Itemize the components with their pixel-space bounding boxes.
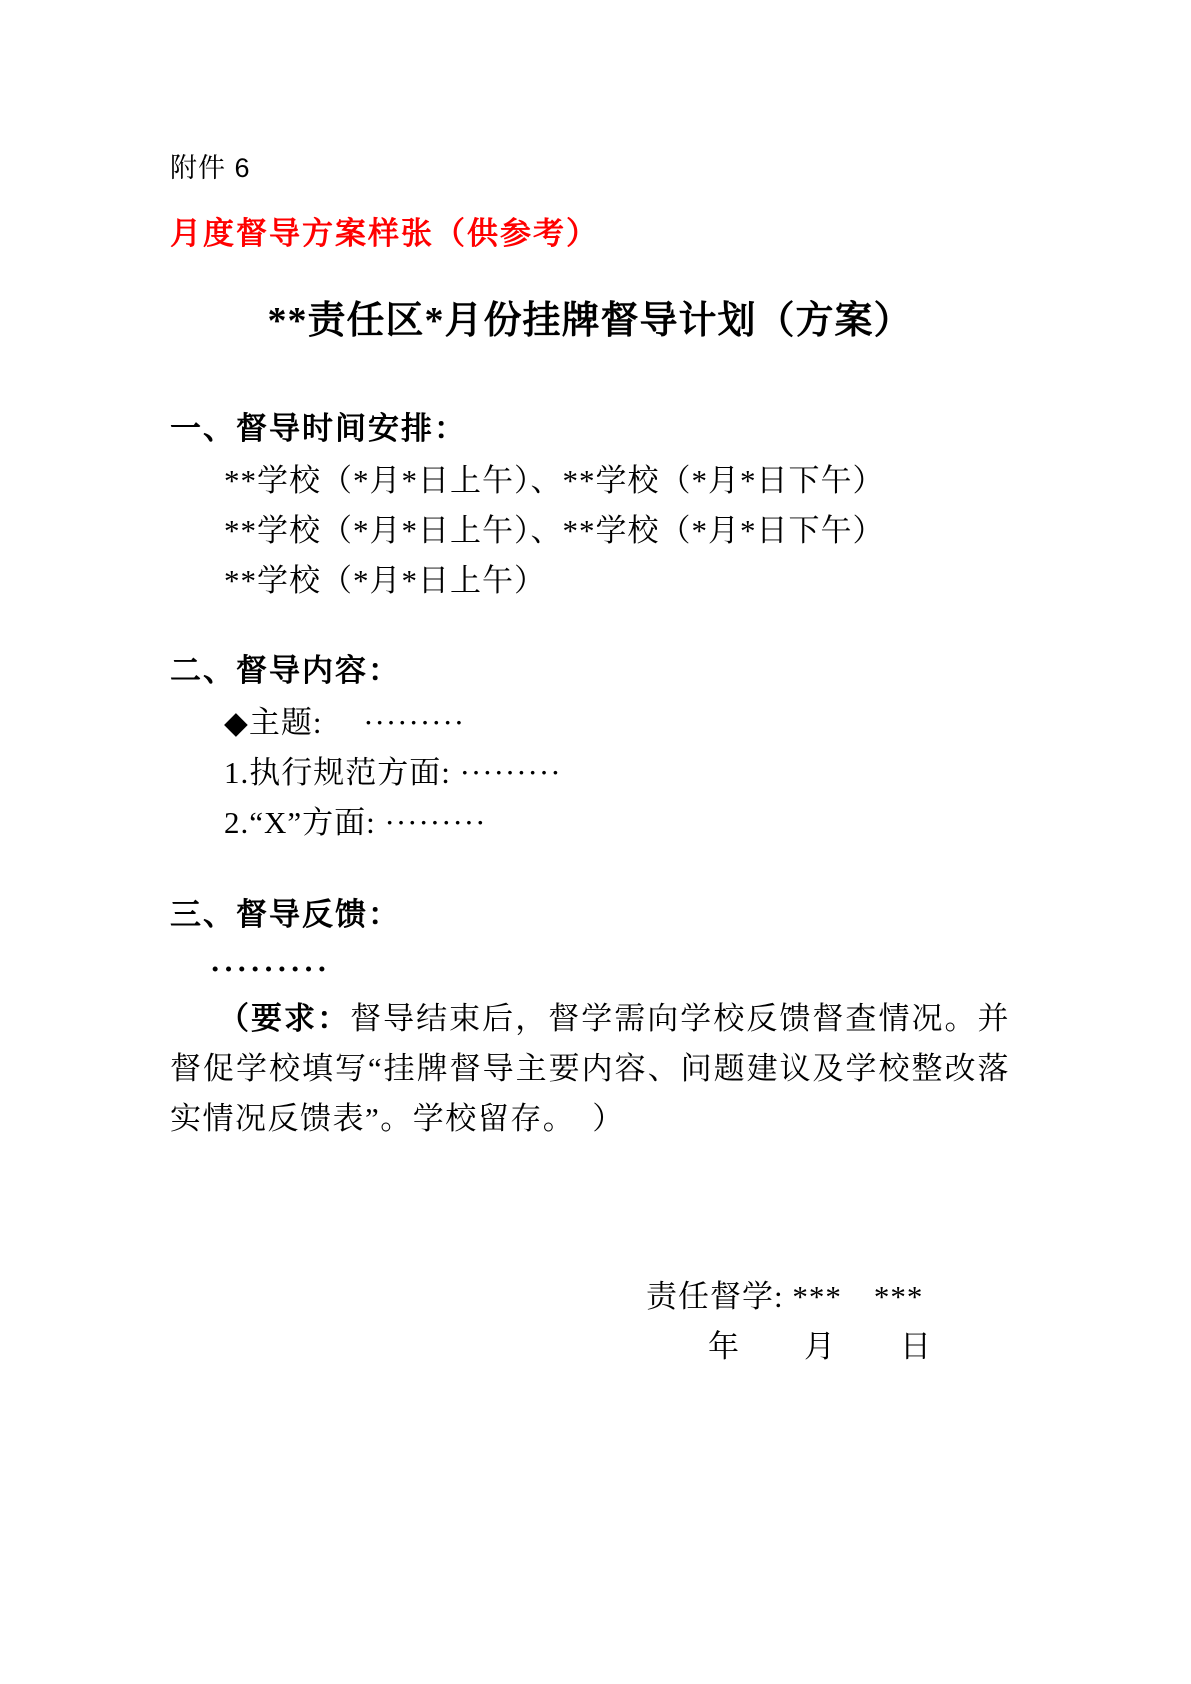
section-heading-feedback: 三、督导反馈： — [170, 897, 401, 932]
signature-date-line: 年 月 日 — [708, 1329, 932, 1364]
document-title: **责任区*月份挂牌督导计划（方案） — [267, 300, 913, 342]
schedule-line: **学校（*月*日上午）、**学校（*月*日下午） — [224, 463, 885, 498]
requirement-note-label: （要求： — [218, 1001, 351, 1036]
content-item-1: 1.执行规范方面: ········· — [224, 755, 562, 790]
section-heading-time: 一、督导时间安排： — [170, 411, 467, 446]
signature-block — [646, 1272, 932, 1372]
content-item-2: 2.“X”方面: ········· — [224, 805, 487, 840]
section-heading-content: 二、督导内容： — [170, 653, 401, 688]
schedule-line: **学校（*月*日上午） — [224, 563, 546, 598]
requirement-note-text: 督导结束后，督学需向学校反馈督查情况。并督促学校填写“挂牌督导主要内容、问题建议及学校整改落实情况反馈表”。学校留存。 ） — [170, 1001, 1011, 1136]
feedback-placeholder-dots: ········· — [210, 951, 331, 986]
requirement-note — [170, 994, 1010, 1144]
sample-subtitle: 月度督导方案样张（供参考） — [170, 216, 599, 251]
schedule-line: **学校（*月*日上午）、**学校（*月*日下午） — [224, 513, 885, 548]
content-item-theme: ◆主题: ········· — [224, 705, 466, 740]
schedule-lines — [170, 456, 1010, 606]
attachment-label: 附件 6 — [170, 153, 251, 183]
signature-supervisor-line: 责任督学: *** *** — [646, 1279, 924, 1314]
content-items — [170, 698, 1010, 848]
